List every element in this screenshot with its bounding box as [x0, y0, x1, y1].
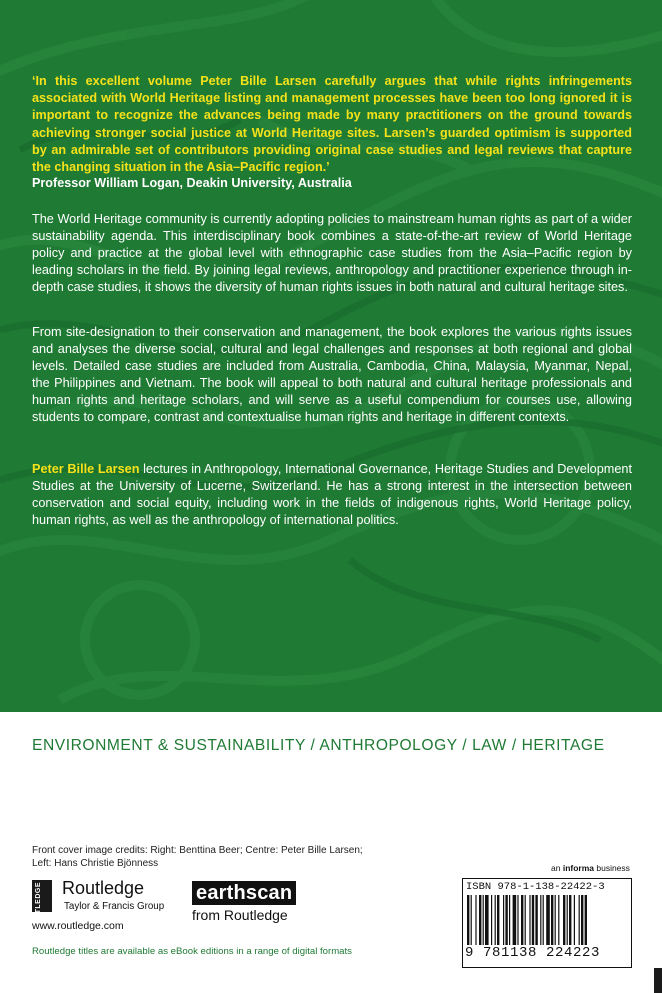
credits-line: Left: Hans Christie Bjönness — [32, 858, 159, 869]
credits-line: Front cover image credits: Right: Benttina Beer; Centre: Peter Bille Larsen; — [32, 845, 363, 856]
informa-business-label: an informa business — [551, 863, 630, 873]
isbn-barcode — [462, 878, 632, 968]
barcode-bar — [483, 895, 484, 945]
author-name: Peter Bille Larsen — [32, 462, 140, 476]
barcode-bar — [475, 895, 476, 945]
barcode-bar — [491, 895, 492, 945]
routledge-mark-icon: ROUTLEDGE — [32, 880, 52, 912]
barcode-bar — [563, 895, 565, 945]
barcode-bar — [579, 895, 580, 945]
barcode-bar — [555, 895, 556, 945]
corner-mark — [654, 968, 662, 993]
author-bio-text: lectures in Anthropology, International Governance, Heritage Studies and Development Studies at the University of Lucerne, Switzerland. He has a strong interest in the intersection between conservation and social equity, including work in the fields of indigenous rights, World Heritage policy, human rights, as well as the anthropology of international politics. — [32, 462, 632, 528]
barcode-bar — [585, 895, 587, 945]
barcode-bar — [509, 895, 510, 945]
barcode-bars — [467, 895, 627, 945]
author-bio — [32, 461, 632, 529]
barcode-bar — [540, 895, 541, 945]
endorsement-attribution: Professor William Logan, Deakin University, Australia — [32, 176, 352, 190]
barcode-bar — [485, 895, 489, 945]
barcode-bar — [529, 895, 530, 945]
barcode-bar — [543, 895, 544, 945]
isbn-text: ISBN 978-1-138-22422-3 — [466, 881, 605, 893]
barcode-number: 9 781138 224223 — [465, 945, 601, 961]
earthscan-wordmark: earthscan — [192, 881, 296, 905]
barcode-bar — [467, 895, 469, 945]
barcode-bar — [525, 895, 526, 945]
barcode-bar — [574, 895, 575, 945]
cover-image-credits — [32, 844, 402, 870]
subject-categories: ENVIRONMENT & SUSTAINABILITY / ANTHROPOLOGY / LAW / HERITAGE — [32, 737, 605, 754]
barcode-bar — [513, 895, 517, 945]
barcode-bar — [505, 895, 507, 945]
barcode-bar — [517, 895, 518, 945]
barcode-bar — [551, 895, 553, 945]
routledge-name: Routledge — [62, 878, 145, 898]
description-paragraph: The World Heritage community is currently adopting policies to mainstream human rights as part of a wider sustainability agenda. This interdisciplinary book combines a state-of-the-art review of World Heritage policy and practice at the global level with ethnographic case studies from the Asia–Pacific region by leading scholars in the field. By joining legal reviews, anthropology and practitioner experience through in-depth case studies, it shows the diversity of human rights issues in both natural and cultural heritage sites. — [32, 212, 632, 295]
description-paragraph: From site-designation to their conservation and management, the book explores the various rights issues and analyses the diverse social, cultural and legal challenges and responses at both regional and global levels. Detailed case studies are included from Australia, Cambodia, China, Malaysia, Myanmar, Nepal, the Philippines and Vietnam. The book will appeal to both natural and cultural heritage professionals and human rights and heritage scholars, and will serve as a useful compendium for courses use, allowing students to compare, contrast and contextualise human rights and heritage in different contexts. — [32, 325, 632, 425]
barcode-bar — [546, 895, 550, 945]
barcode-bar — [497, 895, 499, 945]
barcode-bar — [581, 895, 583, 945]
barcode-bar — [521, 895, 523, 945]
ebook-note: Routledge titles are available as eBook editions in a range of digital formats — [32, 946, 352, 957]
barcode-bar — [503, 895, 504, 945]
barcode-bar — [558, 895, 559, 945]
barcode-bar — [567, 895, 568, 945]
barcode-bar — [471, 895, 472, 945]
endorsement-quote: ‘In this excellent volume Peter Bille Larsen carefully argues that while rights infringements associated with World Heritage listing and management processes have been too long ignored it is important to recognize the advances being made by many practitioners on the ground towards achieving stronger social justice at World Heritage sites. Larsen’s guarded optimism is supported by an admirable set of contributors providing original case studies and legal reviews that capture the changing situation in the Asia–Pacific region.’ — [32, 74, 632, 175]
barcode-bar — [532, 895, 534, 945]
earthscan-subtitle: from Routledge — [192, 907, 288, 923]
routledge-group: Taylor & Francis Group — [64, 901, 165, 912]
barcode-bar — [479, 895, 481, 945]
earthscan-logo — [192, 881, 296, 923]
publisher-url: www.routledge.com — [32, 920, 124, 932]
barcode-bar — [495, 895, 496, 945]
barcode-bar — [535, 895, 537, 945]
barcode-bar — [569, 895, 571, 945]
